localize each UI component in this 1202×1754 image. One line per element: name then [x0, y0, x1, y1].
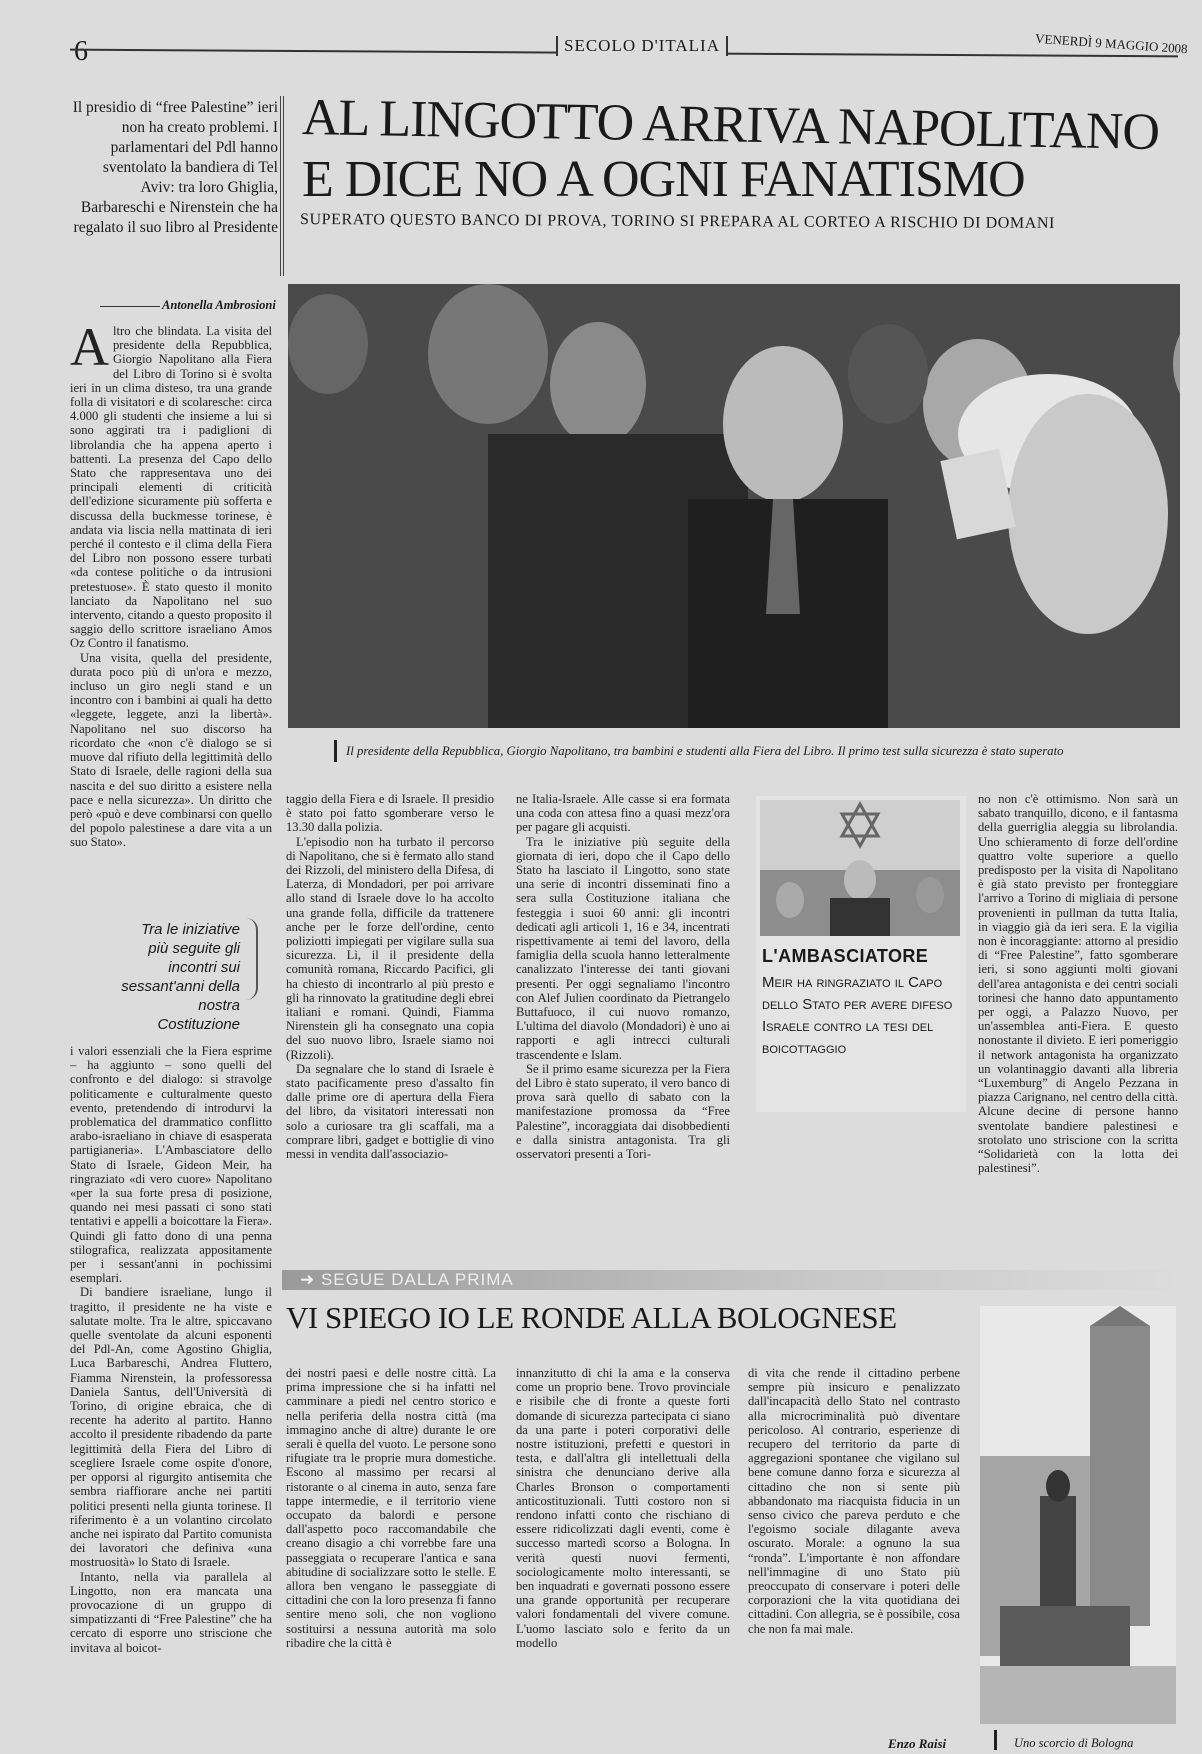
paragraph: innanzitutto di chi la ama e la conserva come un proprio bene. Trovo provinciale e risibile che di fronte a queste forti domande di sicurezza partecipata ci siano da una parte i poteri corporativi delle nostre istituzioni, prefetti e questori in testa, e dall'altra gli intellettuali della sinistra che denunciano derive alla Charles Bronson o comportamenti anticostituzionali. Tutti costoro non si rendono infatti conto che rischiano di essere ridicolizzati dagli eventi, come è successo martedì scorso a Bologna. In verità questi nuovi fermenti, sociologicamente molto interessanti, se ben inquadrati e governati possono essere una grande opportunità per recuperare valori fondamentali del vivere comune. L'uomo lasciato solo e ferito da un modello [516, 1366, 730, 1650]
pull-quote: Tra le iniziative più seguite gli incontri sui sessant'anni della nostra Costituzione [121, 921, 240, 1033]
author-byline: Antonella Ambrosioni [162, 298, 276, 312]
paragraph: i valori essenziali che la Fiera esprime – ha aggiunto – sono quelli del confronto e del dialogo: si stravolge politicamente e culturalmente questo evento, pretendendo di introdurvi la problematica del drammatico conflitto arabo-israeliano in chiave di esasperata partigianeria». L'Ambasciatore dello Stato di Israele, Gideon Meir, ha ringraziato «di vero cuore» Napolitano «per la sua forte presa di posizione, quando nei mesi passati ci sono stati tentativi e appelli a boicottare la Fiera». Quindi gli fatto dono di una penna stilografica, realizzata appositamente per i sessant'anni in pochissimi esemplari. [70, 1044, 272, 1286]
banner-text: ➜ SEGUE DALLA PRIMA [300, 1270, 514, 1289]
paragraph: Tra le iniziative più seguite della giornata di ieri, dopo che il Capo dello Stato ha lasciato il Lingotto, sono state una serie di incontri disseminati fino a sera sulla Costituzione italiana che festeggia i suoi 60 anni: gli incontri dedicati agli articoli 1, 16 e 34, incentrati rispettivamente ai temi del lavoro, della famiglia della scuola hanno letteralmente canalizzato l'interesse dei tanti giovani presenti. Per oggi segnaliamo l'incontro con Alef Julien coordinato da Pietrangelo Buttafuoco, il cui nuovo romanzo, L'ultima del diavolo (Mondadori) è uno ai rapporti e agli intrecci culturali trascendente e Islam. [516, 834, 730, 1062]
bologna-photo [980, 1306, 1176, 1724]
paragraph: Una visita, quella del presidente, durata poco più di un'ora e mezzo, incluso un giro negli stand e un incontro con i bambini ai quali ha detto «leggete, leggete, anzi la libertà». Napolitano nel suo discorso ha ricordato che «non c'è dialogo se si muove dal rifiuto della legittimità dello Stato di Israele, delle ragioni della sua nascita e del suo diritto a esistere nella pace e nella sicurezza». Un diritto che però «può e deve combinarsi con quello del popolo palestinese a dare vita a un suo Stato». [70, 650, 272, 850]
subheadline: SUPERATO QUESTO BANCO DI PROVA, TORINO SI PREPARA AL CORTEO A RISCHIO DI DOMANI [299, 211, 1056, 232]
paragraph: di vita che rende il cittadino perbene sempre più insicuro e penalizzato dall'incapacità dello Stato nel contrasto alla microcriminalità può diventare pericoloso. Al contrario, esperienze di recupero del territorio da parte di aggregazioni spontanee che vigilano sul bene comune danno forza e sicurezza al cittadino che non si sente più abbandonato ma riacquista fiducia in un senso civico che pareva perduto e che l'egoismo sociale dilagante aveva oscurato. Morale: a ognuno la sua “ronda”. L'importante è non affondare nell'immagine di uno Stato più preoccupato di conservare i poteri delle corporazioni che la vita quotidiana dei cittadini. Con allegria, se è possibile, cosa che non fa mai male. [748, 1366, 960, 1636]
article-2-column-1 [286, 1366, 496, 1746]
article-2-signature: Enzo Raisi [888, 1736, 947, 1751]
article-2-column-2 [516, 1366, 730, 1746]
paragraph: ltro che blindata. La visita del presidente della Repubblica, Giorgio Napolitano alla Fiera del Libro di Torino si è svolta ieri in un clima disteso, tra una grande folla di visitatori e di scolaresche: circa 4.000 gli studenti che insieme a lui si sono aggirati tra i padiglioni di librolandia che ha appena aperto i battenti. La presenza del Capo dello Stato che rappresentava uno dei principali elementi di criticità dell'edizione sicuramente più sofferta e discussa della buckmesse torinese, è andata via liscia nella mattinata di ieri perché il contesto e il clima della Fiera del Libro non possono essere turbati «da contese politiche o da intrusioni pretestuose». È stato questo il monito lanciato da Napolitano nel suo intervento, citando a questo proposito il saggio dello scrittore israeliano Amos Oz Contro il fanatismo. [70, 324, 272, 651]
paragraph: ne Italia-Israele. Alle casse si era formata una coda con attesa fino a quasi mezz'ora per pagare gli acquisti. [516, 792, 730, 835]
page-number: 6 [74, 36, 88, 67]
column-2 [286, 792, 494, 1208]
paragraph: Da segnalare che lo stand di Israele è stato pacificamente preso d'assalto fin dalle prime ore di apertura della Fiera del libro, da visitatori interessati non solo a curiosare tra gli scaffali, ma a comprare libri, gadget e bottiglie di vino messi in vendita dall'associazio- [286, 1061, 494, 1162]
ambassador-photo-illustration [760, 800, 960, 936]
crowd-photo-illustration [288, 284, 1180, 728]
bologna-caption: Uno scorcio di Bologna [1014, 1736, 1134, 1750]
headline-line-2: E DICE NO A OGNI FANATISMO [302, 151, 1025, 208]
column-3 [516, 792, 730, 1208]
paragraph: dei nostri paesi e delle nostre città. La prima impressione che si ha infatti nel camminare a piedi nel centro storico e nella periferia della nostra città (ma immagino anche di altre) durante le ore serali è quella del vuoto. Le persone sono rifugiate tra le proprie mura domestiche. Escono al massimo per recarsi al ristorante o al cinema in auto, senza fare tappe intermedie, e il territorio viene occupato da balordi e persone dall'aspetto poco raccomandabile che creano disagio a chi vorrebbe fare una passeggiata o recuperare l'antica e sana abitudine di socializzare sotto le stelle. E allora ben vengano le passeggiate di cittadini che con la loro presenza fi fanno sentire meno soli, che non vogliono sostituirsi a nessuna autorità ma solo ribadire che la città è [286, 1366, 496, 1650]
bologna-photo-illustration [980, 1306, 1176, 1724]
dropcap: A [70, 324, 109, 377]
author-rule [100, 306, 160, 307]
column-1-top [70, 324, 272, 900]
main-photo [288, 284, 1180, 728]
column-1-bottom [70, 1044, 272, 1744]
paragraph: Di bandiere israeliane, lungo il tragitto, il presidente ne ha viste e salutate molte. Tra le altre, spiccavano quelle sventolate da alcuni esponenti del Pdl-An, come Agostino Ghiglia, Luca Barbareschi, Andrea Fluttero, Fiamma Nirenstein, la professoressa Daniela Santus, dell'Università di Torino, di origine ebraica, che di recente ha aderito al partito. Hanno accolto il presidente ribadendo da parte legittimità della Fiera del Libro di scegliere Israele come ospite d'onore, per opporsi al rigurgito antisemita che sembra riaffiorare anche nei partiti politici presenti nella giunta torinese. Il riferimento è a un volantino circolato anche nei ispirato dal Partito comunista dei lavoratori che definiva «una mostruosità» lo Stato di Israele. [70, 1285, 272, 1570]
article-summary: Il presidio di “free Palestine” ieri non ha creato problemi. I parlamentari del Pdl hanno sventolato la bandiera di Tel Aviv: tra loro Ghiglia, Barbareschi e Nirenstein che ha regalato il suo libro al Presidente [72, 99, 278, 236]
paragraph: L'episodio non ha turbato il percorso di Napolitano, che si è fermato allo stand dei Rizzoli, del ministero della Difesa, di Laterza, di Mondadori, per poi arrivare allo stand di Israele dove lo ha accolto una grande folla, difficile da trattenere anche per le forze dell'ordine, cento poliziotti impiegati per vigilare sulla sua sicurezza. Lì, il il presidente della comunità romana, Riccardo Pacifici, gli ha chiesto di incontrarlo al più presto e gli ha rinnovato la gratitudine degli ebrei italiani e romani. Quindi, Fiamma Nirenstein gli ha consegnato una copia del suo nuovo libro, Israele siamo noi (Rizzoli). [286, 834, 494, 1062]
caption-bar [334, 740, 337, 762]
paragraph: no non c'è ottimismo. Non sarà un sabato tranquillo, dicono, e il fantasma della guerriglia aleggia su librolandia. Uno schieramento di forze dell'ordine quattro volte superiore a quello predisposto per la visita di Napolitano è già stato previsto per fronteggiare l'arrivo a Torino di migliaia di persone provenienti in pullman da tutta Italia, in viaggio già da ieri sera. E la vigilia non è incoraggiante: attorno al presidio di “Free Palestine”, fatto sgomberare ieri, si sono aggiunti molti giovani dell'area antagonista e dei centri sociali torinesi che hanno dato appuntamento per oggi, a Palazzo Nuovo, per un'assemblea anti-Fiera. E questo nonostante il divieto. E ieri pomeriggio il network antagonista ha organizzato un volantinaggio davanti alla libreria “Luxemburg” di Angelo Pezzana in piazza Carignano, nel centro della città. Alcune decine di persone hanno sventolate bandiere palestinesi e srotolato uno striscione con la scritta “Solidarietà con la lotta dei palestinesi”. [978, 792, 1178, 1176]
pull-quote-bracket [246, 918, 258, 1000]
photo-caption: Il presidente della Repubblica, Giorgio Napolitano, tra bambini e studenti alla Fiera del Libro. Il primo test sulla sicurezza è stato superato [346, 744, 1064, 758]
paragraph: taggio della Fiera e di Israele. Il presidio è stato poi fatto sgomberare verso le 13.30 dalla polizia. [286, 792, 494, 835]
article-2-title: VI SPIEGO IO LE RONDE ALLA BOLOGNESE [286, 1300, 897, 1335]
ambassador-text: Meir ha ringraziato il Capo dello Stato per avere difeso Israele contro la tesi del boicottaggio [762, 974, 953, 1057]
banner-label: SEGUE DALLA PRIMA [320, 1270, 514, 1289]
issue-date: VENERDÌ 9 MAGGIO 2008 [1034, 30, 1189, 57]
article-2-column-3 [748, 1366, 960, 1728]
ambassador-title: L'AMBASCIATORE [762, 946, 929, 966]
headline-line-1: AL LINGOTTO ARRIVA NAPOLITANO [301, 89, 1160, 161]
caption-bar [994, 1730, 997, 1750]
column-5 [978, 792, 1178, 1208]
paragraph: Se il primo esame sicurezza per la Fiera del Libro è stato superato, il vero banco di prova sarà quello di sabato con la manifestazione promossa da “Free Palestine”, incoraggiata dai disobbedienti e dalla sinistra antagonista. Tra gli osservatori presenti a Tori- [516, 1061, 730, 1162]
ambassador-photo [760, 800, 960, 936]
paper-name: SECOLO D'ITALIA [556, 36, 728, 56]
paragraph: Intanto, nella via parallela al Lingotto, non era mancata una provocazione di un gruppo di simpatizzanti di “Free Palestine” che ha cercato di esporre uno striscione che invitava al boicot- [70, 1569, 272, 1655]
